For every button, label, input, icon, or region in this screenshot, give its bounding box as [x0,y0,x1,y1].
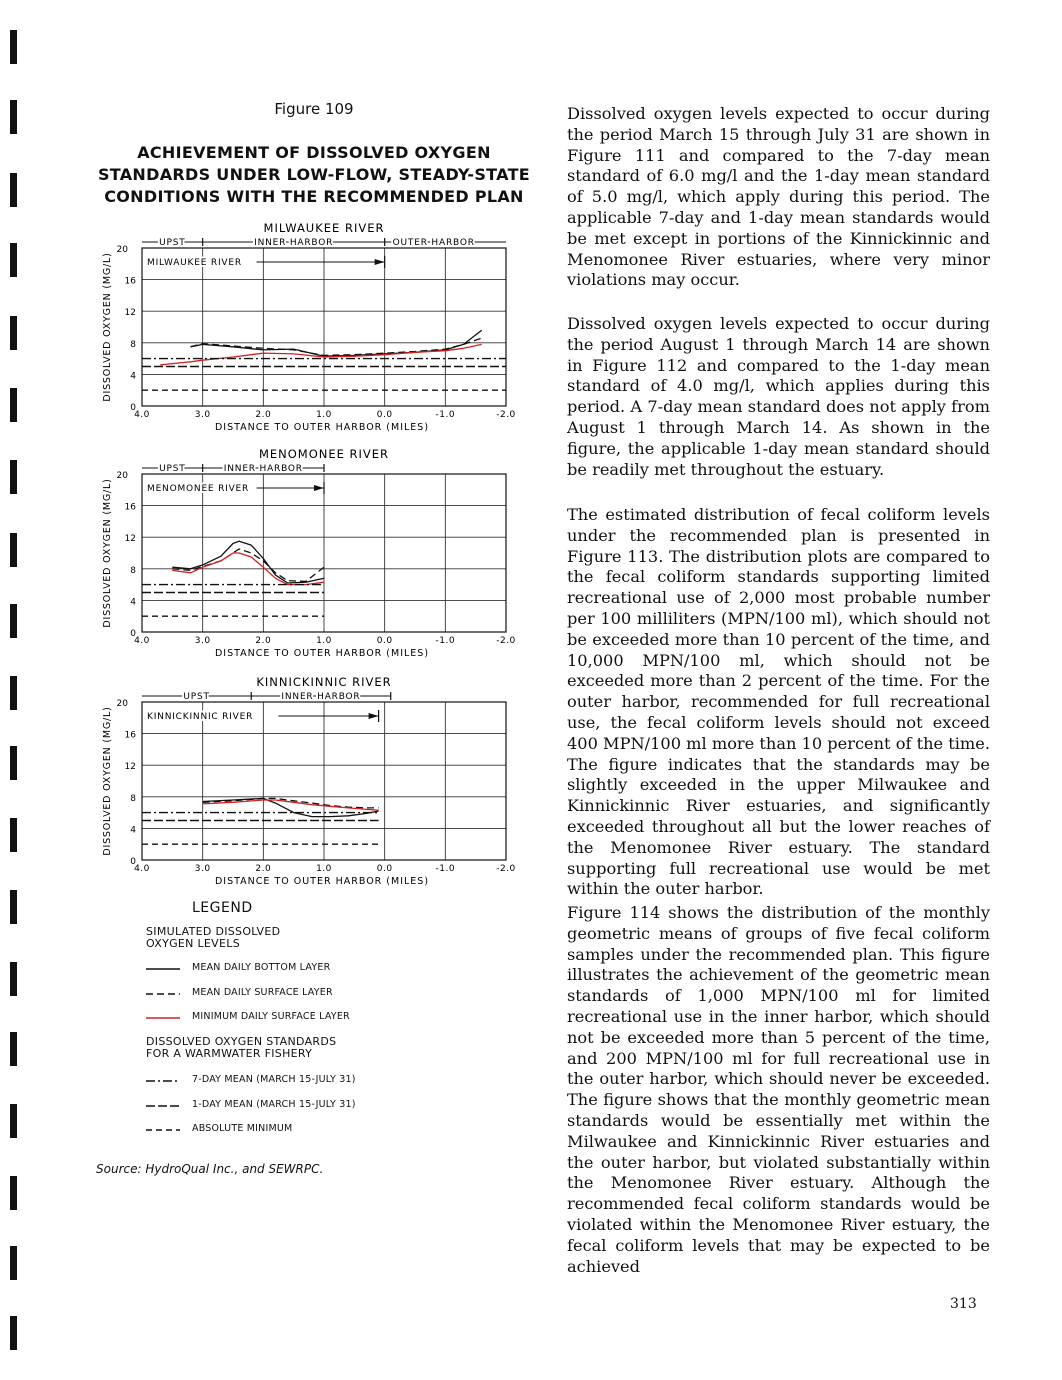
binding-strip [0,0,40,1380]
page-number: 313 [950,1296,977,1312]
x-tick-label: 1.0 [316,864,332,874]
binding-hole-icon [10,962,17,996]
x-tick-label: 4.0 [134,864,150,874]
y-tick-label: 8 [130,565,136,576]
legend-standards-heading: DISSOLVED OXYGEN STANDARDS FOR A WARMWATER FISHERY [146,1035,337,1060]
x-tick-label: 0.0 [376,636,393,646]
series-line-mean-daily-bottom-layer [172,541,324,583]
river-label: KINNICKINNIC RIVER [147,712,254,722]
zone-label: OUTER HARBOR [392,238,475,248]
river-label: MENOMONEE RIVER [147,484,250,494]
x-tick-label: 3.0 [194,636,211,646]
y-tick-label: 20 [116,699,128,709]
body-paragraph [567,104,990,291]
legend-swatch-icon [146,965,180,973]
legend-swatch-icon [146,1126,180,1134]
binding-hole-icon [10,173,17,207]
body-paragraph-text: Figure 114 shows the distribution of the monthly geometric means of groups of five fecal coliform samples under the recommended plan. This figure illustrates the achievement of the geometric mean standards of 1,000 MPN/100 ml for limited recreational use in the inner harbor, which should not be exceeded more than 5 percent of the time, and 200 MPN/100 ml for full recreational use in the outer harbor, which should never be exceeded. The figure shows that the monthly geometric mean standards would be essentially met within the Milwaukee and Kinnickinnic River estuaries and the outer harbor, but violated substantially within the Menomonee River estuary. Although the recommended fecal coliform standards would be violated within the Menomonee River estuary, the fecal coliform levels that may be expected to be achieved [567,903,990,1276]
series-line-mean-daily-surface-layer [172,549,324,581]
body-paragraph [567,505,990,900]
figure-title-line: CONDITIONS WITH THE RECOMMENDED PLAN [104,187,524,206]
x-tick-label: 3.0 [194,410,211,420]
x-tick-label: 1.0 [316,636,332,646]
legend-swatch-icon [146,1077,180,1085]
zone-label: UPST [159,464,186,474]
kinnickinnic-river-chart [96,672,532,904]
menomonee-river-chart [96,444,532,676]
figure-title-line: ACHIEVEMENT OF DISSOLVED OXYGEN [137,143,491,162]
x-tick-label: 4.0 [134,636,150,646]
y-tick-label: 0 [130,403,136,413]
y-tick-label: 4 [130,825,136,836]
legend-swatch-icon [146,1014,180,1022]
series-line-minimum-daily-surface-layer [160,344,482,365]
legend-item-label: MINIMUM DAILY SURFACE LAYER [192,1011,350,1022]
binding-hole-icon [10,1316,17,1350]
x-tick-label: -1.0 [435,410,456,420]
binding-hole-icon [10,1032,17,1066]
zone-label: INNER HARBOR [223,464,303,474]
chart-title: MENOMONEE RIVER [258,447,390,461]
binding-hole-icon [10,1176,17,1210]
kinnickinnic-river-chart-svg [96,672,532,904]
y-tick-label: 16 [124,502,136,513]
x-tick-label: -1.0 [435,636,456,646]
legend-swatch-icon [146,990,180,998]
y-tick-label: 20 [116,471,128,481]
x-axis-label: DISTANCE TO OUTER HARBOR (MILES) [214,876,430,887]
binding-hole-icon [10,30,17,64]
binding-hole-icon [10,100,17,134]
zone-label: UPST [159,238,186,248]
body-paragraph [567,903,990,1277]
legend-swatch-icon [146,1102,180,1110]
binding-hole-icon [10,890,17,924]
river-arrow-icon [375,259,385,265]
chart-title: MILWAUKEE RIVER [263,221,385,235]
x-tick-label: 0.0 [376,864,393,874]
x-tick-label: 3.0 [194,864,211,874]
body-paragraph [567,314,990,480]
y-tick-label: 0 [130,629,136,639]
x-axis-label: DISTANCE TO OUTER HARBOR (MILES) [214,648,430,659]
figure-label: Figure 109 [274,100,354,118]
x-tick-label: 4.0 [134,410,150,420]
legend-item-label: 7-DAY MEAN (MARCH 15-JULY 31) [192,1074,356,1085]
x-tick-label: 2.0 [255,410,272,420]
y-tick-label: 8 [130,339,136,350]
legend-item-label: 1-DAY MEAN (MARCH 15-JULY 31) [192,1098,356,1110]
binding-hole-icon [10,604,17,638]
binding-hole-icon [10,388,17,422]
y-tick-label: 4 [130,597,136,608]
binding-hole-icon [10,1104,17,1138]
legend-title: LEGEND [192,900,253,916]
y-tick-label: 8 [130,793,136,804]
figure-title [96,142,532,208]
legend-item-label: MEAN DAILY BOTTOM LAYER [192,962,331,973]
binding-hole-icon [10,746,17,780]
x-tick-label: 1.0 [316,410,332,420]
y-tick-label: 16 [124,276,136,287]
y-tick-label: 12 [124,534,136,545]
x-tick-label: 2.0 [255,864,272,874]
figure-title-line: STANDARDS UNDER LOW-FLOW, STEADY-STATE [97,165,531,184]
legend-item-label: ABSOLUTE MINIMUM [192,1123,293,1134]
zone-label: INNER HARBOR [254,238,334,248]
zone-label: INNER HARBOR [281,692,361,702]
x-axis-label: DISTANCE TO OUTER HARBOR (MILES) [214,422,430,433]
milwaukee-river-chart-svg [96,218,532,450]
menomonee-river-chart-svg [96,444,532,676]
y-tick-label: 12 [124,308,136,319]
y-axis-label: DISSOLVED OXYGEN (MG/L) [102,706,113,856]
milwaukee-river-chart [96,218,532,450]
binding-hole-icon [10,818,17,852]
binding-hole-icon [10,1246,17,1280]
x-tick-label: -2.0 [496,410,516,420]
river-label: MILWAUKEE RIVER [147,258,242,268]
binding-hole-icon [10,316,17,350]
body-paragraph-text: Dissolved oxygen levels expected to occur during the period March 15 through July 31 are shown in Figure 111 and compared to the 7-day mean standard of 6.0 mg/l and the 1-day mean standard of 5.0 mg/l, which apply during this period. The applicable 7-day and 1-day mean standards would be met except in portions of the Kinnickinnic and Menomonee River estuaries, where very minor violations may occur. [567,104,990,290]
x-tick-label: 2.0 [255,636,272,646]
body-paragraph-text: The estimated distribution of fecal coliform levels under the recommended plan is presented in Figure 113. The distribution plots are compared to the fecal coliform standards supporting limited recreational use of 2,000 most probable number per 100 milliliters (MPN/100 ml), which should not be exceeded more than 10 percent of the time, and 10,000 MPN/100 ml, which should not be exceeded more than 2 percent of the time. For the outer harbor, recommended for full recreational use, the fecal coliform levels should not exceed 400 MPN/100 ml more than 10 percent of the time. The figure indicates that the standards may be slightly exceeded in the upper Milwaukee and Kinnickinnic River estuaries, and significantly exceeded throughout all but the lower reaches of the Menomonee River estuary. The standard supporting full recreational use would be met within the outer harbor. [567,505,990,899]
y-tick-label: 4 [130,371,136,382]
figure-source: Source: HydroQual Inc., and SEWRPC. [96,1162,324,1176]
y-tick-label: 20 [116,245,128,255]
binding-hole-icon [10,243,17,277]
y-tick-label: 0 [130,857,136,867]
x-tick-label: 0.0 [376,410,393,420]
x-tick-label: -2.0 [496,864,516,874]
legend-simulated-heading: SIMULATED DISSOLVED OXYGEN LEVELS [146,925,281,950]
river-arrow-icon [314,485,324,491]
y-axis-label: DISSOLVED OXYGEN (MG/L) [102,478,113,628]
binding-hole-icon [10,460,17,494]
x-tick-label: -2.0 [496,636,516,646]
zone-label: UPST [183,692,210,702]
body-paragraph-text: Dissolved oxygen levels expected to occur during the period August 1 through March 14 are shown in Figure 112 and compared to the 1-day mean standard of 4.0 mg/l, which applies during this period. A 7-day mean standard does not apply from August 1 through March 14. As shown in the figure, the applicable 1-day mean standard should be readily met throughout the estuary. [567,314,990,479]
y-axis-label: DISSOLVED OXYGEN (MG/L) [102,252,113,402]
binding-hole-icon [10,676,17,710]
x-tick-label: -1.0 [435,864,456,874]
y-tick-label: 16 [124,730,136,741]
legend-item-label: MEAN DAILY SURFACE LAYER [192,986,333,998]
chart-title: KINNICKINNIC RIVER [256,675,392,689]
binding-hole-icon [10,533,17,567]
y-tick-label: 12 [124,762,136,773]
river-arrow-icon [369,713,379,719]
